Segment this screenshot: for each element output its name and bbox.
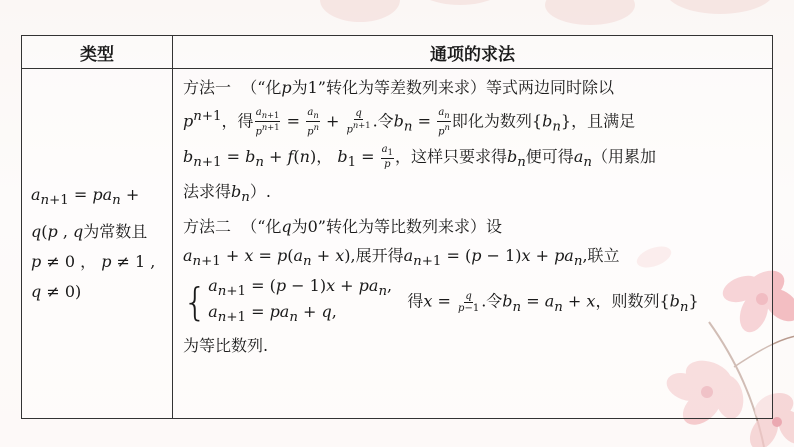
method1-t4: ，且满足 <box>571 111 636 131</box>
header-type: 类型 <box>22 36 173 69</box>
method2-line-1: 方法二 （“化q为0”转化为等比数列来求）设 <box>183 216 502 236</box>
type-text-const: 为常数且 <box>83 221 148 241</box>
method1-line-3: $b_{n+1} = b_n + f(n)$， $b_1$ = $\frac{a_1}{p}$ ，这样只要求得$b_n$便可得$a_n$（用累加 <box>183 144 656 171</box>
method1-line-1: 方法一 （“化p为1”转化为等差数列来求）等式两边同时除以 <box>183 78 615 97</box>
method2-title: 方法二 <box>183 216 232 236</box>
method2-t6: 为等比数列. <box>183 335 269 355</box>
method-cell <box>173 69 773 419</box>
method2-t2: ,联立 <box>582 245 620 265</box>
type-line-3: p ≠ 0 ， p ≠ 1 , <box>31 251 156 271</box>
method2-t3: 得 <box>407 291 424 311</box>
method1-title: 方法一 <box>183 78 232 97</box>
method2-note-pre: （“化 <box>241 216 282 236</box>
method1-t1: ，得 <box>221 111 254 131</box>
method2-t1: ,展开得 <box>350 245 404 265</box>
method1-t10: ）. <box>249 181 271 201</box>
method1-t5: ， <box>316 146 333 166</box>
method2-line-2: $a_{n+1} + x = p(a_n + x)$,展开得$a_{n+1} = (p - 1)x + pa_n$,联立 <box>183 245 620 270</box>
method2-line-4 <box>183 331 766 360</box>
method1-note-mid: 为1”转化为等差数列来求） <box>291 78 486 97</box>
table-header-row <box>22 36 773 69</box>
equation-system: { $a_{n+1} = (p - 1)x + pa_n$, $a_{n+1} = pa_n + q$, <box>183 276 393 326</box>
header-method: 通项的求法 <box>173 36 773 69</box>
method1-t8: （用累加 <box>591 146 656 166</box>
method2-note-mid: 为0”转化为等比数列来求）设 <box>291 216 502 236</box>
method2-line-3: { $a_{n+1} = (p - 1)x + pa_n$, $a_{n+1} = pa_n + q$, 得x = $\frac{q}{p-1}$ .令$b_n = a_n + x$，则数列$\{b_n\}$ <box>183 276 766 331</box>
method1-note-pre: （“化 <box>241 78 282 97</box>
method1-line-4: 法求得$b_n$）. <box>183 181 271 205</box>
method-table <box>21 35 773 419</box>
method1-t3: 即化为数列 <box>451 111 532 131</box>
method1-line-2: $p^{n+1}$，得 $\frac{a_{n+1}}{p^{n+1}}$ = $\frac{a_n}{p^n}$ + $\frac{q}{p^{n+1}}$ .令$b_n$ = $\frac{a_n}{p^n}$ 即化为数列$\{b_n\}$，且满足 <box>183 106 636 137</box>
method1-t6: ，这样只要求得 <box>394 146 507 166</box>
method1-t2: .令 <box>372 111 394 131</box>
type-cell <box>22 69 173 419</box>
method1-t7: 便可得 <box>525 146 574 166</box>
method1-note-tail: 等式两边同时除以 <box>486 78 615 97</box>
method2-t5: ，则数列 <box>595 291 660 311</box>
type-line-1: $a_{n+1} = pa_n$ + <box>31 185 140 209</box>
table-row <box>22 69 773 419</box>
method1-t9: 法求得 <box>183 181 232 201</box>
type-line-4: q ≠ 0) <box>31 281 82 301</box>
type-line-2: q(p , q为常数且 <box>31 221 148 241</box>
method2-t4: .令 <box>481 291 503 311</box>
